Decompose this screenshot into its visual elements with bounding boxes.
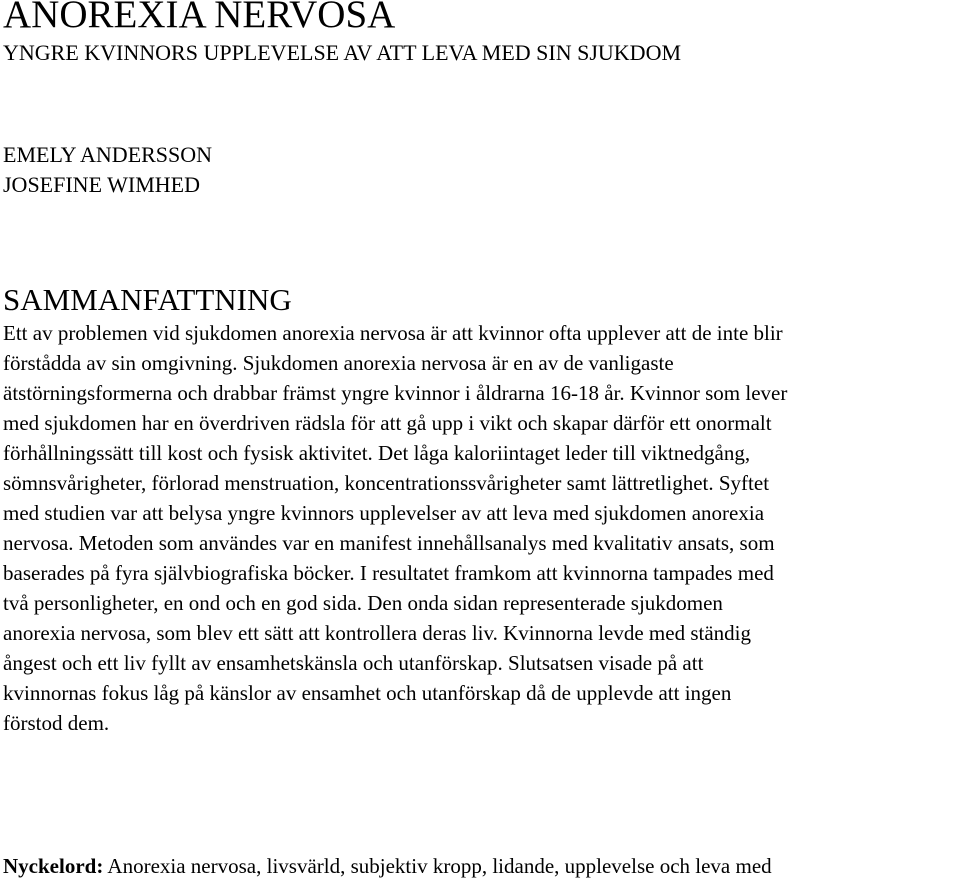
author-name: EMELY ANDERSSON — [3, 142, 213, 167]
document-subtitle: YNGRE KVINNORS UPPLEVELSE AV ATT LEVA MED SIN SJUKDOM — [3, 40, 682, 65]
keywords — [3, 851, 772, 881]
abstract-body — [3, 318, 958, 738]
abstract-line: med sjukdomen har en överdriven rädsla för att gå upp i vikt och skapar därför ett onormalt — [3, 411, 772, 435]
abstract-line: två personligheter, en ond och en god sida. Den onda sidan representerade sjukdomen — [3, 591, 723, 615]
abstract-line: ätstörningsformerna och drabbar främst yngre kvinnor i åldrarna 16-18 år. Kvinnor som lever — [3, 381, 788, 405]
author-name: JOSEFINE WIMHED — [3, 172, 200, 197]
abstract-line: förhållningssätt till kost och fysisk aktivitet. Det låga kaloriintaget leder till viktnedgång, — [3, 441, 751, 465]
abstract-line: nervosa. Metoden som användes var en manifest innehållsanalys med kvalitativ ansats, som — [3, 531, 775, 555]
abstract-line: med studien var att belysa yngre kvinnors upplevelser av att leva med sjukdomen anorexia — [3, 501, 765, 525]
keywords-text: Anorexia nervosa, livsvärld, subjektiv kropp, lidande, upplevelse och leva med — [103, 854, 772, 878]
document-title: ANOREXIA NERVOSA — [3, 0, 396, 36]
abstract-line: sömnsvårigheter, förlorad menstruation, koncentrationssvårigheter samt lättretlighet. Syftet — [3, 471, 770, 495]
abstract-line: kvinnornas fokus låg på känslor av ensamhet och utanförskap då de upplevde att ingen — [3, 681, 732, 705]
abstract-heading: SAMMANFATTNING — [3, 282, 292, 317]
abstract-line: förstådda av sin omgivning. Sjukdomen anorexia nervosa är en av de vanligaste — [3, 351, 674, 375]
abstract-line: anorexia nervosa, som blev ett sätt att kontrollera deras liv. Kvinnorna levde med ständig — [3, 621, 752, 645]
abstract-line: ångest och ett liv fyllt av ensamhetskänsla och utanförskap. Slutsatsen visade på att — [3, 651, 704, 675]
abstract-line: baserades på fyra självbiografiska böcker. I resultatet framkom att kvinnorna tampades med — [3, 561, 774, 585]
abstract-line: Ett av problemen vid sjukdomen anorexia nervosa är att kvinnor ofta upplever att de inte blir — [3, 321, 783, 345]
abstract-line: förstod dem. — [3, 711, 110, 735]
keywords-label: Nyckelord: — [3, 854, 104, 878]
